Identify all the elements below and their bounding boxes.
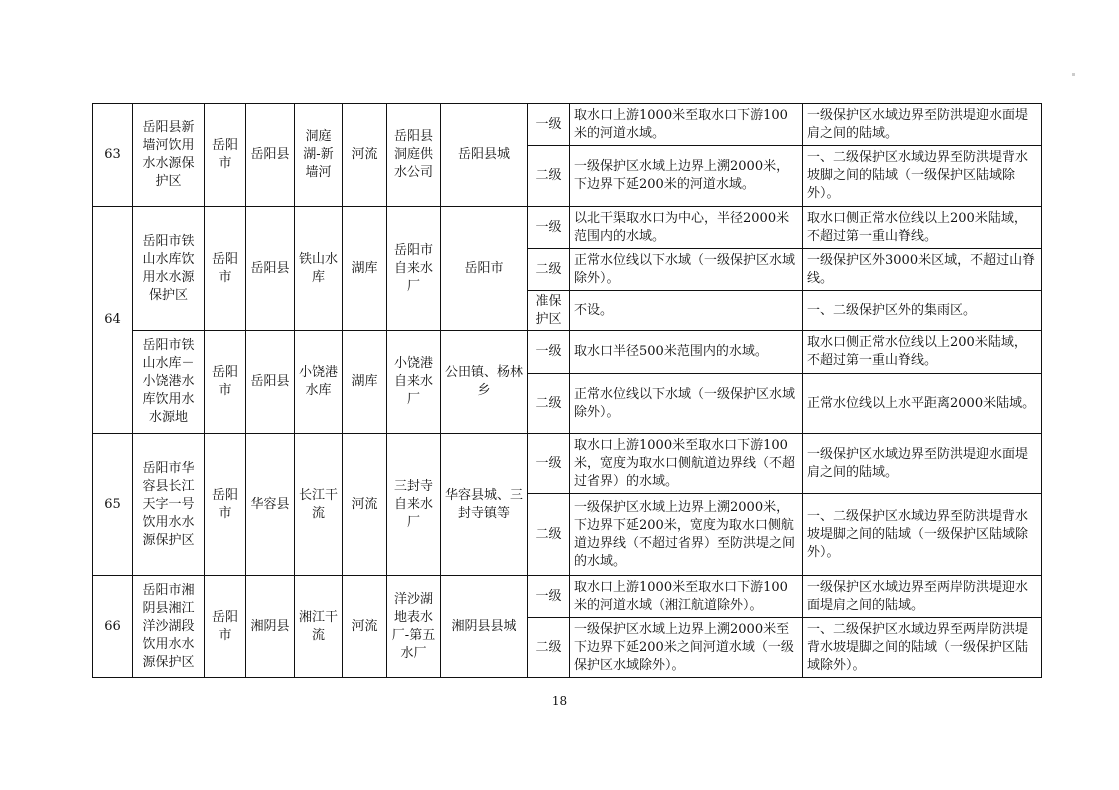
zone-level: 一级 [528, 576, 570, 618]
water-type: 河流 [343, 104, 387, 207]
zone-level: 二级 [528, 618, 570, 678]
zone-level: 二级 [528, 374, 570, 434]
city: 岳阳市 [205, 434, 246, 576]
scan-speck [1072, 73, 1075, 76]
table-row [93, 207, 1042, 249]
table-row [93, 434, 1042, 494]
zone-level: 一级 [528, 434, 570, 494]
row-number: 66 [93, 576, 133, 678]
water-zone-range: 取水口上游1000米至取水口下游100米的河道水域。 [570, 104, 803, 146]
county: 湘阴县 [246, 576, 295, 678]
land-zone-range: 取水口侧正常水位线以上200米陆域，不超过第一重山脊线。 [803, 207, 1042, 249]
county: 岳阳县 [246, 104, 295, 207]
table-row [93, 576, 1042, 618]
water-type: 湖库 [343, 207, 387, 331]
water-zone-range: 取水口上游1000米至取水口下游100米的河道水域（湘江航道除外）。 [570, 576, 803, 618]
water-plant: 岳阳县洞庭供水公司 [387, 104, 441, 207]
table-row [93, 104, 1042, 146]
row-number: 65 [93, 434, 133, 576]
zone-level: 一级 [528, 104, 570, 146]
zone-level: 二级 [528, 494, 570, 576]
land-zone-range: 一级保护区水域边界至防洪堤迎水面堤肩之间的陆域。 [803, 104, 1042, 146]
land-zone-range: 一级保护区水域边界至两岸防洪堤迎水面堤肩之间的陆域。 [803, 576, 1042, 618]
water-zone-range: 不设。 [570, 291, 803, 331]
water-type: 湖库 [343, 331, 387, 434]
zone-level: 一级 [528, 207, 570, 249]
zone-level: 一级 [528, 331, 570, 374]
water-body: 铁山水库 [295, 207, 343, 331]
water-zone-range: 以北干渠取水口为中心，半径2000米范围内的水域。 [570, 207, 803, 249]
table-row [93, 331, 1042, 374]
land-zone-range: 一、二级保护区外的集雨区。 [803, 291, 1042, 331]
zone-level: 二级 [528, 146, 570, 207]
row-number: 64 [93, 207, 133, 434]
city: 岳阳市 [205, 576, 246, 678]
land-zone-range: 取水口侧正常水位线以上200米陆域，不超过第一重山脊线。 [803, 331, 1042, 374]
land-zone-range: 一、二级保护区水域边界至两岸防洪堤背水坡堤脚之间的陆域（一级保护区陆域除外）。 [803, 618, 1042, 678]
city: 岳阳市 [205, 104, 246, 207]
county: 岳阳县 [246, 207, 295, 331]
city: 岳阳市 [205, 331, 246, 434]
water-plant: 岳阳市自来水厂 [387, 207, 441, 331]
city: 岳阳市 [205, 207, 246, 331]
water-zone-range: 正常水位线以下水域（一级保护区水域除外）。 [570, 374, 803, 434]
service-area: 岳阳县城 [441, 104, 528, 207]
row-number: 63 [93, 104, 133, 207]
land-zone-range: 正常水位线以上水平距离2000米陆域。 [803, 374, 1042, 434]
land-zone-range: 一、二级保护区水域边界至防洪堤背水坡堤脚之间的陆域（一级保护区陆域除外）。 [803, 494, 1042, 576]
land-zone-range: 一级保护区外3000米区域，不超过山脊线。 [803, 249, 1042, 291]
zone-level: 二级 [528, 249, 570, 291]
county: 岳阳县 [246, 331, 295, 434]
page-number: 18 [551, 694, 568, 708]
water-zone-range: 取水口上游1000米至取水口下游100米，宽度为取水口侧航道边界线（不超过省界）的水域。 [570, 434, 803, 494]
service-area: 岳阳市 [441, 207, 528, 331]
water-body: 洞庭湖-新墙河 [295, 104, 343, 207]
water-zone-range: 正常水位线以下水域（一级保护区水域除外）。 [570, 249, 803, 291]
source-name: 岳阳市华容县长江天字一号饮用水水源保护区 [133, 434, 205, 576]
service-area: 湘阴县县城 [441, 576, 528, 678]
water-zone-range: 一级保护区水域上边界上溯2000米，下边界下延200米，宽度为取水口侧航道边界线（不超过省界）至防洪堤之间的水域。 [570, 494, 803, 576]
water-plant: 小饶港自来水厂 [387, 331, 441, 434]
county: 华容县 [246, 434, 295, 576]
land-zone-range: 一、二级保护区水域边界至防洪堤背水坡脚之间的陆域（一级保护区陆域除外）。 [803, 146, 1042, 207]
water-zone-range: 一级保护区水域上边界上溯2000米至下边界下延200米之间河道水域（一级保护区水域除外）。 [570, 618, 803, 678]
zone-level: 准保护区 [528, 291, 570, 331]
water-plant: 三封寺自来水厂 [387, 434, 441, 576]
source-name: 岳阳市铁山水库饮用水水源保护区 [133, 207, 205, 331]
water-source-protection-table [92, 103, 1042, 678]
water-zone-range: 一级保护区水域上边界上溯2000米，下边界下延200米的河道水域。 [570, 146, 803, 207]
water-type: 河流 [343, 576, 387, 678]
source-name: 岳阳市湘阴县湘江洋沙湖段饮用水水源保护区 [133, 576, 205, 678]
water-plant: 洋沙湖地表水厂-第五水厂 [387, 576, 441, 678]
water-type: 河流 [343, 434, 387, 576]
water-zone-range: 取水口半径500米范围内的水域。 [570, 331, 803, 374]
water-body: 小饶港水库 [295, 331, 343, 434]
water-body: 湘江干流 [295, 576, 343, 678]
source-name: 岳阳县新墙河饮用水水源保护区 [133, 104, 205, 207]
service-area: 公田镇、杨林乡 [441, 331, 528, 434]
water-body: 长江干流 [295, 434, 343, 576]
land-zone-range: 一级保护区水域边界至防洪堤迎水面堤肩之间的陆域。 [803, 434, 1042, 494]
service-area: 华容县城、三封寺镇等 [441, 434, 528, 576]
source-name: 岳阳市铁山水库－小饶港水库饮用水水源地 [133, 331, 205, 434]
